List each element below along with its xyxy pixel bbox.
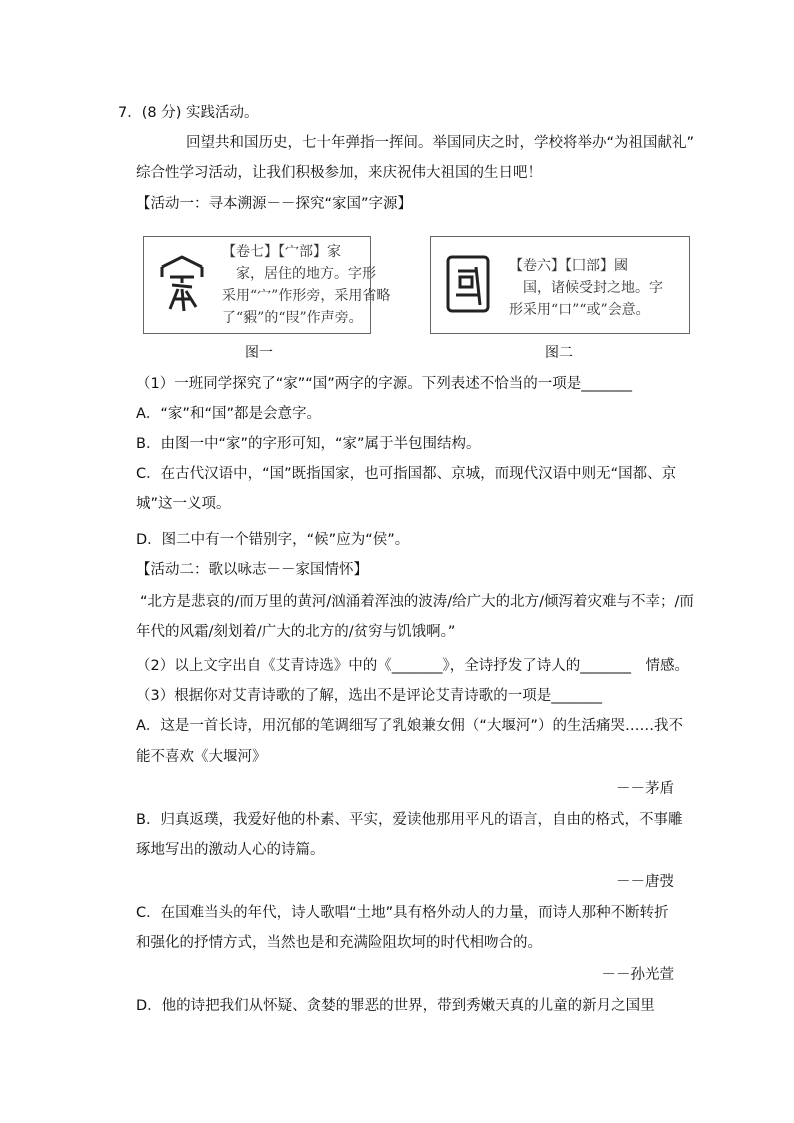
question-1-option-d: D．图二中有一个错别字，“候”应为“侯”。 <box>136 532 410 548</box>
figure-1-box <box>143 236 391 334</box>
question-1-option-c-line-1: C．在古代汉语中，“国”既指国家，也可指国都、京城，而现代汉语中则无“国都、京 <box>136 466 677 482</box>
question-1-option-c-line-2: 城”这一义项。 <box>136 496 231 512</box>
poem-line-2: 年代的风霜/刻划着/广大的北方的/贫穷与饥饿啊。” <box>136 624 456 640</box>
figure-2-box <box>430 236 690 334</box>
activity-1-title: 【活动一：寻本溯源－－探究“家国”字源】 <box>136 196 413 212</box>
question-1-option-a: A．“家”和“国”都是会意字。 <box>136 406 321 422</box>
question-3-option-a-line-1: A．这是一首长诗，用沉郁的笔调细写了乳娘兼女佣（“大堰河”）的生活痛哭……我不 <box>136 718 683 734</box>
question-3-option-a-author: －－茅盾 <box>616 781 674 797</box>
figure-1-caption: 图一 <box>245 345 273 361</box>
intro-line-2: 综合性学习活动，让我们积极参加，来庆祝伟大祖国的生日吧！ <box>136 165 542 181</box>
question-3-option-d-line-1: D．他的诗把我们从怀疑、贪婪的罪恶的世界，带到秀嫩天真的儿童的新月之国里 <box>136 998 655 1014</box>
figure-1-text-line-1: 【卷七】【宀部】家 <box>222 244 341 260</box>
question-3-option-b-line-2: 琢地写出的激动人心的诗篇。 <box>136 842 325 858</box>
question-1: （1）一班同学探究了“家”“国”两字的字源。下列表述不恰当的一项是_______ <box>136 376 633 392</box>
figure-2-text-line-2: 国，诸候受封之地。字 <box>523 280 663 296</box>
seal-script-jia-icon <box>152 249 212 319</box>
figure-1-text-line-4: 了“豭”的“叚”作声旁。 <box>222 310 363 326</box>
seal-script-guo-icon <box>437 249 499 319</box>
poem-line-1: “北方是悲哀的/而万里的黄河/汹涌着浑浊的波涛/给广大的北方/倾泻着灾难与不幸；/而 <box>140 594 694 610</box>
figure-2-caption: 图二 <box>545 345 573 361</box>
intro-line-1: 回望共和国历史，七十年弹指一挥间。举国同庆之时，学校将举办“为祖国献礼” <box>186 135 695 151</box>
question-3-option-b-line-1: B．归真返璞，我爱好他的朴素、平实，爱读他那用平凡的语言，自由的格式，不事雕 <box>136 812 683 828</box>
question-3-option-b-author: －－唐弢 <box>616 874 674 890</box>
question-2: （2）以上文字出自《艾青诗选》中的《_______》，全诗抒发了诗人的_______ 情感。 <box>136 658 689 674</box>
question-3-option-c-author: －－孙光萱 <box>601 967 674 983</box>
question-3-option-c-line-1: C．在国难当头的年代，诗人歌唱“土地”具有格外动人的力量，而诗人那种不断转折 <box>136 905 669 921</box>
activity-2-title: 【活动二：歌以咏志－－家国情怀】 <box>136 562 368 578</box>
question-3: （3）根据你对艾青诗歌的了解，选出不是评论艾青诗歌的一项是_______ <box>136 688 602 704</box>
question-3-option-a-line-2: 能不喜欢《大堰河》 <box>136 749 267 765</box>
question-7-header: 7．(8 分) 实践活动。 <box>118 105 259 121</box>
figure-2-text-line-3: 形采用“口”“或”会意。 <box>509 302 650 318</box>
question-3-option-c-line-2: 和强化的抒情方式，当然也是和充满险阻坎坷的时代相吻合的。 <box>136 935 542 951</box>
figure-1-text-line-3: 采用“宀”作形旁，采用省略 <box>222 288 391 304</box>
question-1-option-b: B．由图一中“家”的字形可知，“家”属于半包围结构。 <box>136 436 481 452</box>
figure-1-text-line-2: 家，居住的地方。字形 <box>236 266 376 282</box>
figure-2-text-line-1: 【卷六】【囗部】國 <box>509 258 628 274</box>
